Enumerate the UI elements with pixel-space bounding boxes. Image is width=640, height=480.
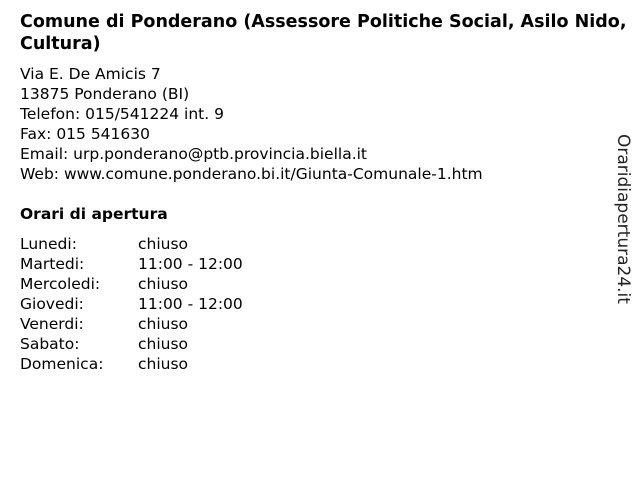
day-label: Mercoledi:	[20, 275, 101, 293]
contact-details	[20, 64, 483, 184]
day-label: Martedi:	[20, 255, 85, 273]
day-hours: chiuso	[138, 275, 189, 293]
day-hours: 11:00 - 12:00	[138, 295, 243, 313]
day-hours: chiuso	[138, 335, 189, 353]
opening-hours-list	[20, 234, 243, 374]
day-hours: 11:00 - 12:00	[138, 255, 243, 273]
day-hours: chiuso	[138, 355, 189, 373]
hours-row-wednesday	[20, 274, 243, 294]
hours-row-tuesday	[20, 254, 243, 274]
address-city: 13875 Ponderano (BI)	[20, 85, 190, 103]
email-line: Email: urp.ponderano@ptb.provincia.biella.it	[20, 145, 368, 163]
hours-row-sunday	[20, 354, 243, 374]
hours-row-saturday	[20, 334, 243, 354]
opening-hours-heading: Orari di apertura	[20, 205, 168, 223]
day-label: Giovedi:	[20, 295, 84, 313]
hours-row-friday	[20, 314, 243, 334]
day-label: Lunedi:	[20, 235, 77, 253]
day-label: Domenica:	[20, 355, 104, 373]
hours-row-monday	[20, 234, 243, 254]
hours-row-thursday	[20, 294, 243, 314]
day-label: Venerdi:	[20, 315, 84, 333]
phone-line: Telefon: 015/541224 int. 9	[20, 105, 224, 123]
site-watermark: Oraridiapertura24.it	[613, 134, 633, 304]
fax-line: Fax: 015 541630	[20, 125, 150, 143]
day-hours: chiuso	[138, 315, 189, 333]
address-street: Via E. De Amicis 7	[20, 65, 161, 83]
day-hours: chiuso	[138, 235, 189, 253]
page-title: Comune di Ponderano (Assessore Politiche Social, Asilo Nido, Cultura)	[20, 12, 627, 54]
day-label: Sabato:	[20, 335, 80, 353]
web-line: Web: www.comune.ponderano.bi.it/Giunta-Comunale-1.htm	[20, 165, 483, 183]
